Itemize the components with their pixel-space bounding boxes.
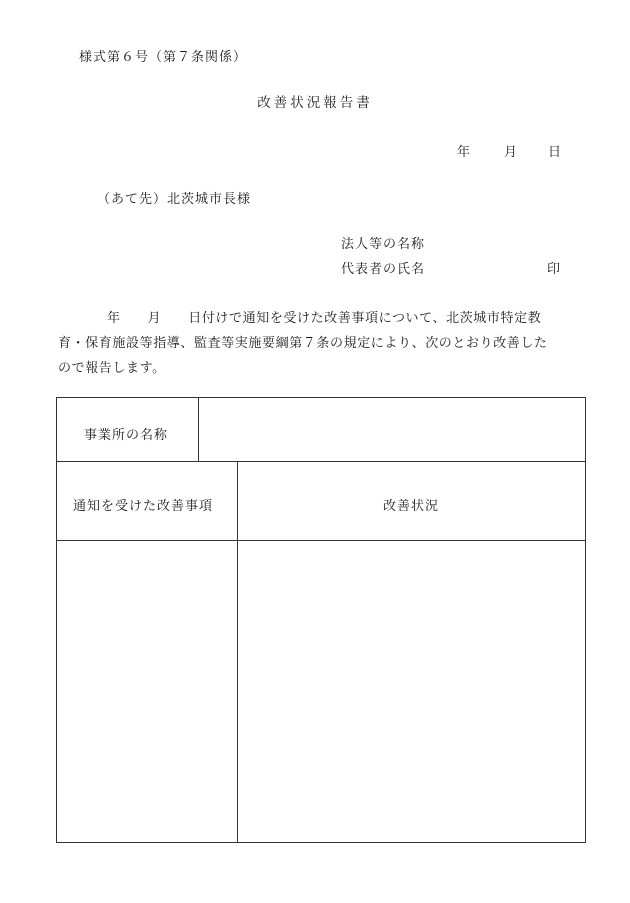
body-line-1 (58, 306, 588, 331)
date-year-label: 年 (457, 145, 471, 160)
improvement-status-header: 改善状況 (383, 499, 440, 514)
form-number: 様式第６号（第７条関係） (79, 50, 248, 65)
seal-mark: 印 (547, 262, 561, 277)
date-month-label: 月 (504, 145, 518, 160)
table-divider-header (57, 461, 585, 462)
addressee: （あて先）北茨城市長様 (97, 192, 252, 207)
body-line-1-text: 日付けで通知を受けた改善事項について、北茨城市特定教 (188, 311, 542, 326)
table-divider-columns (57, 540, 585, 541)
body-year-label: 年 (107, 311, 121, 326)
body-line-3: ので報告します。 (58, 361, 166, 376)
table-divider-center (237, 461, 238, 842)
notified-items-header: 通知を受けた改善事項 (73, 499, 214, 514)
facility-name-label: 事業所の名称 (84, 428, 169, 443)
body-month-label: 月 (147, 311, 162, 326)
representative-name-label: 代表者の氏名 (341, 262, 426, 277)
report-body (58, 306, 588, 381)
corporation-name-label: 法人等の名称 (341, 237, 426, 252)
table-divider-facility (198, 398, 199, 461)
body-line-2: 育・保育施設等指導、監査等実施要綱第７条の規定により、次のとおり改善した (58, 336, 548, 351)
improvement-table (56, 397, 586, 843)
document-title: 改善状況報告書 (257, 95, 373, 111)
date-day-label: 日 (548, 145, 562, 160)
